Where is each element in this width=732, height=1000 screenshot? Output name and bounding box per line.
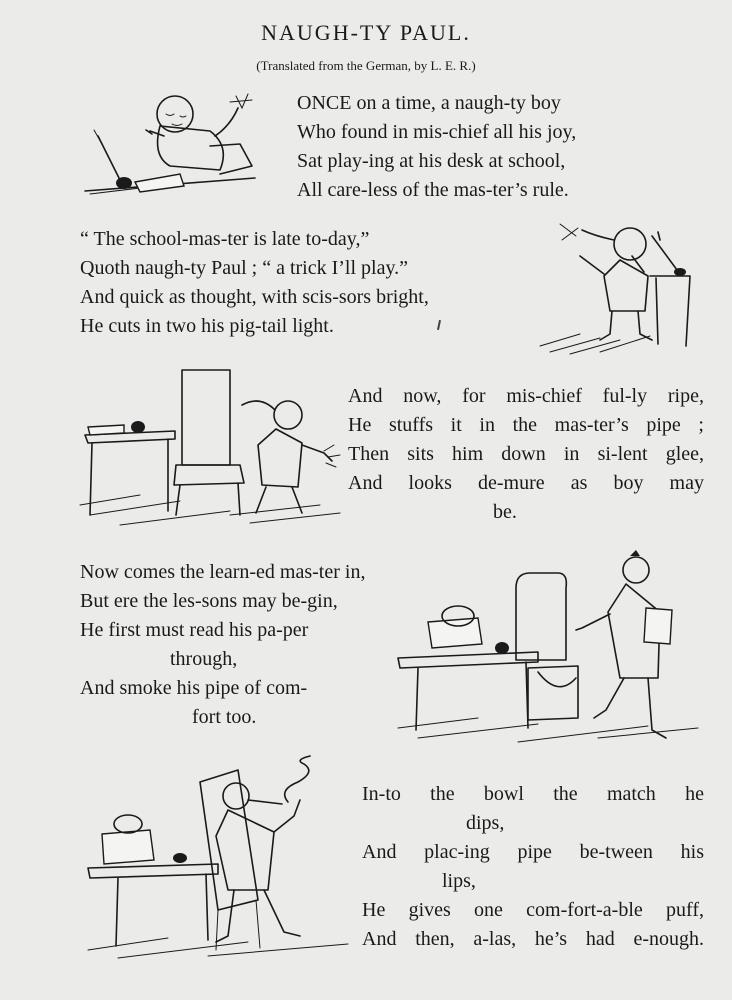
stanza-line: through, (170, 648, 238, 670)
stanza-line: He cuts in two his pig-tail light. (80, 315, 334, 337)
stanza-line: But ere the les-sons may be-gin, (80, 590, 338, 612)
stanza-2 (80, 225, 520, 341)
stanza-5 (362, 780, 704, 954)
stanza-line: Who found in mis-chief all his joy, (297, 121, 577, 143)
stanza-line: He gives one com-fort-a-ble puff, (362, 899, 704, 921)
page-title: NAUGH-TY PAUL. (261, 20, 471, 45)
stanza-line: And smoke his pipe of com- (80, 677, 308, 699)
master-entering-illustration (398, 548, 704, 746)
stanza-line: And quick as thought, with scis-sors bright, (80, 286, 429, 308)
stanza-line: be. (493, 501, 517, 523)
stanza-line: And plac-ing pipe be-tween his (362, 841, 704, 863)
stanza-line: All care-less of the mas-ter’s rule. (297, 179, 569, 201)
stanza-line: He stuffs it in the mas-ter’s pipe ; (348, 414, 704, 436)
stanza-line: Now comes the learn-ed mas-ter in, (80, 561, 366, 583)
stanza-line: And then, a-las, he’s had e-nough. (362, 928, 704, 950)
stanza-line: He first must read his pa-per (80, 619, 309, 641)
stanza-3 (348, 382, 704, 527)
stanza-line: dips, (466, 812, 505, 834)
boy-cutting-pigtail-illustration (540, 216, 700, 356)
stanza-line: And now, for mis-chief ful-ly ripe, (348, 385, 704, 407)
stanza-4 (80, 558, 400, 732)
stanza-1 (297, 89, 687, 205)
stanza-line: lips, (442, 870, 476, 892)
stanza-line: Sat play-ing at his desk at school, (297, 150, 566, 172)
stanza-line: Quoth naugh-ty Paul ; “ a trick I’ll play.” (80, 257, 409, 279)
master-smoking-illustration (88, 760, 360, 960)
stanza-line: And looks de-mure as boy may (348, 472, 704, 494)
boy-stuffing-pipe-illustration (80, 365, 342, 530)
stanza-line: fort too. (192, 706, 257, 728)
stanza-line: In-to the bowl the match he (362, 783, 704, 805)
page-subtitle: (Translated from the German, by L. E. R.) (256, 58, 476, 73)
stanza-line: ONCE on a time, a naugh-ty boy (297, 92, 561, 114)
stanza-line: “ The school-mas-ter is late to-day,” (80, 228, 370, 250)
stanza-line: Then sits him down in si-lent glee, (348, 443, 704, 465)
boy-at-desk-illustration (80, 86, 280, 198)
